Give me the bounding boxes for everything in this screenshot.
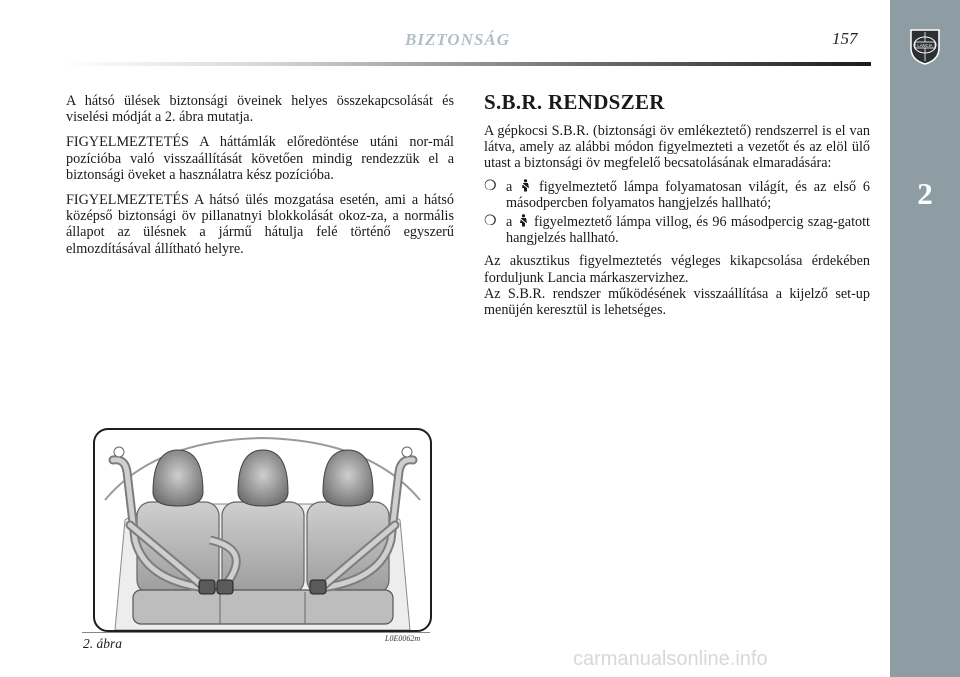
seatbelt-warning-icon xyxy=(521,179,530,192)
chapter-number: 2 xyxy=(917,176,933,211)
bullet-marker: ❍ xyxy=(484,178,497,194)
chapter-side-tab xyxy=(890,0,960,677)
bullet-prefix: a xyxy=(506,178,513,195)
section-heading: S.B.R. RENDSZER xyxy=(484,90,665,114)
paragraph: FIGYELMEZTETÉS A háttámlák előredöntése utáni nor-mál pozícióba való visszaállítását követően mindig rendezzük el a biztonsági öveket a használatra kész pozícióba. xyxy=(66,134,454,183)
list-item xyxy=(484,214,870,246)
bullet-marker: ❍ xyxy=(484,214,497,230)
paragraph: A hátsó ülések biztonsági öveinek helyes összekapcsolását és viselési módját a 2. ábra mutatja. xyxy=(66,93,454,126)
bullet-text: figyelmeztető lámpa villog, és 96 másodpercig szag-gatott hangjelzés hallható. xyxy=(506,214,870,247)
lancia-logo-icon xyxy=(907,26,943,66)
header-divider xyxy=(63,62,871,66)
bullet-prefix: a xyxy=(506,214,513,231)
figure-caption: 2. ábra xyxy=(83,636,123,651)
closing-paragraph: Az akusztikus figyelmeztetés végleges kikapcsolása érdekében forduljunk Lancia márkaszervizhez. xyxy=(484,253,870,286)
closing-paragraph: Az S.B.R. rendszer működésének visszaállítása a kijelző set-up menüjén keresztül is lehetséges. xyxy=(484,285,870,319)
rear-seatbelt-illustration xyxy=(93,428,432,632)
bullet-list xyxy=(484,179,870,247)
paragraph: FIGYELMEZTETÉS A hátsó ülés mozgatása esetén, ami a hátsó középső biztonsági öv pillanatnyi blokkolását okoz-za, a normális állapot az ülésnek a jármű hátulja felé történő egyszerű elmozdításával állítható helyre. xyxy=(66,192,454,257)
seatbelt-warning-icon xyxy=(519,214,528,227)
left-text-column xyxy=(66,93,454,266)
page-number: 157 xyxy=(832,29,858,48)
watermark: carmanualsonline.info xyxy=(573,648,768,670)
section-header-title: BIZTONSÁG xyxy=(405,30,511,49)
bullet-text: figyelmeztető lámpa folyamatosan világít, és az első 6 másodpercben folyamatos hangjelzés hallható; xyxy=(506,178,870,211)
figure-divider xyxy=(82,632,430,633)
rear-seat-drawing xyxy=(95,430,430,630)
logo-text: LANCIA xyxy=(917,43,933,48)
figure-code: L0E0062m xyxy=(385,634,421,643)
right-text-column xyxy=(484,90,870,325)
intro-paragraph: A gépkocsi S.B.R. (biztonsági öv emlékeztető) rendszerrel is el van látva, amely az alábbi módon figyelmezteti a vezetőt és az elöl ülő utast a biztonsági öv megfelelő becsatolásának elmaradására: xyxy=(484,123,870,172)
list-item xyxy=(484,179,870,211)
